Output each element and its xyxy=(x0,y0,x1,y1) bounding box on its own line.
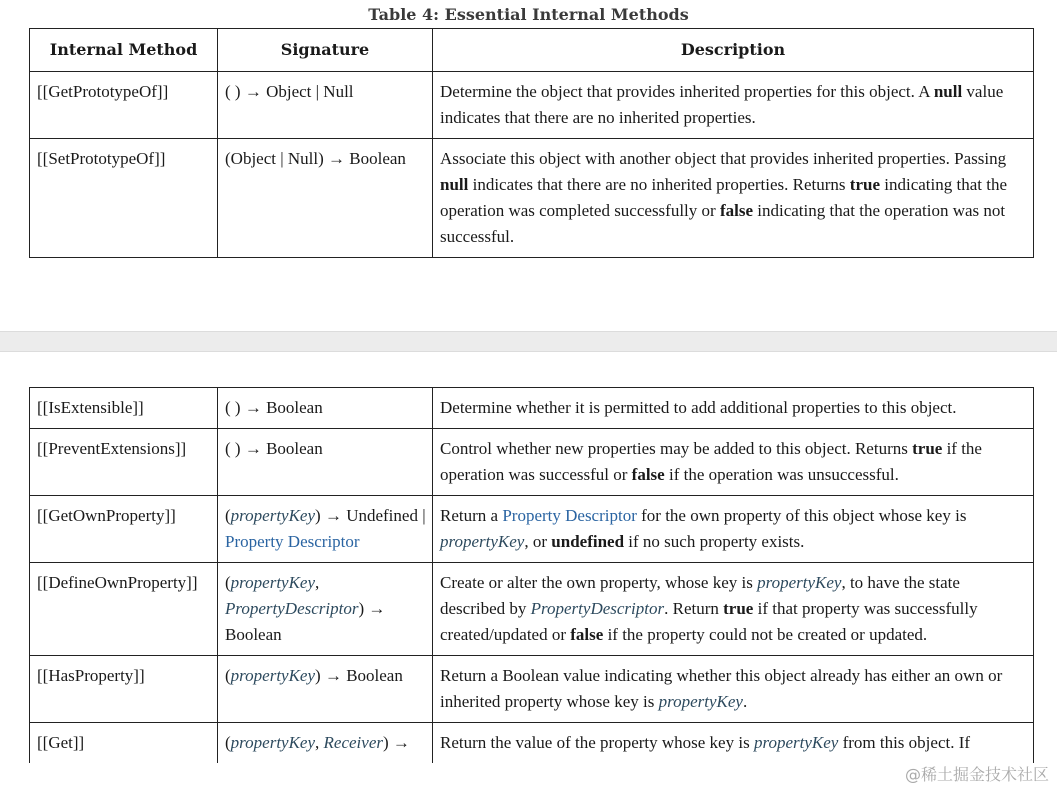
header-description: Description xyxy=(433,29,1034,72)
table-row xyxy=(30,139,1034,258)
description-cell: Determine the object that provides inherited properties for this object. A null value indicates that there are no inherited properties. xyxy=(433,72,1034,139)
table-row xyxy=(30,723,1034,764)
methods-table-bottom xyxy=(29,387,1034,763)
description-cell: Associate this object with another object that provides inherited properties. Passing null indicates that there are no inherited properties. Returns true indicating that the operation was completed successfully or false indicating that the operation was not successful. xyxy=(433,139,1034,258)
property-descriptor-link[interactable]: Property Descriptor xyxy=(225,532,360,551)
signature-cell: (propertyKey, Receiver) → xyxy=(218,723,433,764)
description-cell: Determine whether it is permitted to add additional properties to this object. xyxy=(433,388,1034,429)
property-descriptor-link[interactable]: Property Descriptor xyxy=(502,506,637,525)
method-cell: [[DefineOwnProperty]] xyxy=(30,563,218,656)
table-caption: Table 4: Essential Internal Methods xyxy=(368,5,689,24)
method-cell: [[PreventExtensions]] xyxy=(30,429,218,496)
description-cell: Return the value of the property whose key is propertyKey from this object. If xyxy=(433,723,1034,764)
watermark: @稀土掘金技术社区 xyxy=(904,765,1049,784)
header-row xyxy=(30,29,1034,72)
table-row xyxy=(30,656,1034,723)
signature-cell: (Object | Null) → Boolean xyxy=(218,139,433,258)
table-row xyxy=(30,388,1034,429)
signature-cell: (propertyKey) → Undefined | Property Descriptor xyxy=(218,496,433,563)
method-cell: [[GetPrototypeOf]] xyxy=(30,72,218,139)
method-cell: [[Get]] xyxy=(30,723,218,764)
signature-cell: (propertyKey) → Boolean xyxy=(218,656,433,723)
header-internal-method: Internal Method xyxy=(30,29,218,72)
method-cell: [[IsExtensible]] xyxy=(30,388,218,429)
method-cell: [[SetPrototypeOf]] xyxy=(30,139,218,258)
table-row xyxy=(30,496,1034,563)
description-cell: Return a Property Descriptor for the own property of this object whose key is propertyKey, or undefined if no such property exists. xyxy=(433,496,1034,563)
table-row xyxy=(30,429,1034,496)
description-cell: Control whether new properties may be added to this object. Returns true if the operation was successful or false if the operation was unsuccessful. xyxy=(433,429,1034,496)
table-row xyxy=(30,563,1034,656)
signature-cell: ( ) → Boolean xyxy=(218,429,433,496)
table-row xyxy=(30,72,1034,139)
header-signature: Signature xyxy=(218,29,433,72)
description-cell: Create or alter the own property, whose key is propertyKey, to have the state described by PropertyDescriptor. Return true if that property was successfully created/updated or false if the property could not be created or updated. xyxy=(433,563,1034,656)
methods-table-top xyxy=(29,28,1034,258)
description-cell: Return a Boolean value indicating whether this object already has either an own or inherited property whose key is propertyKey. xyxy=(433,656,1034,723)
signature-cell: (propertyKey, PropertyDescriptor) → Boolean xyxy=(218,563,433,656)
method-cell: [[GetOwnProperty]] xyxy=(30,496,218,563)
page-break-separator xyxy=(0,331,1057,352)
signature-cell: ( ) → Boolean xyxy=(218,388,433,429)
signature-cell: ( ) → Object | Null xyxy=(218,72,433,139)
method-cell: [[HasProperty]] xyxy=(30,656,218,723)
